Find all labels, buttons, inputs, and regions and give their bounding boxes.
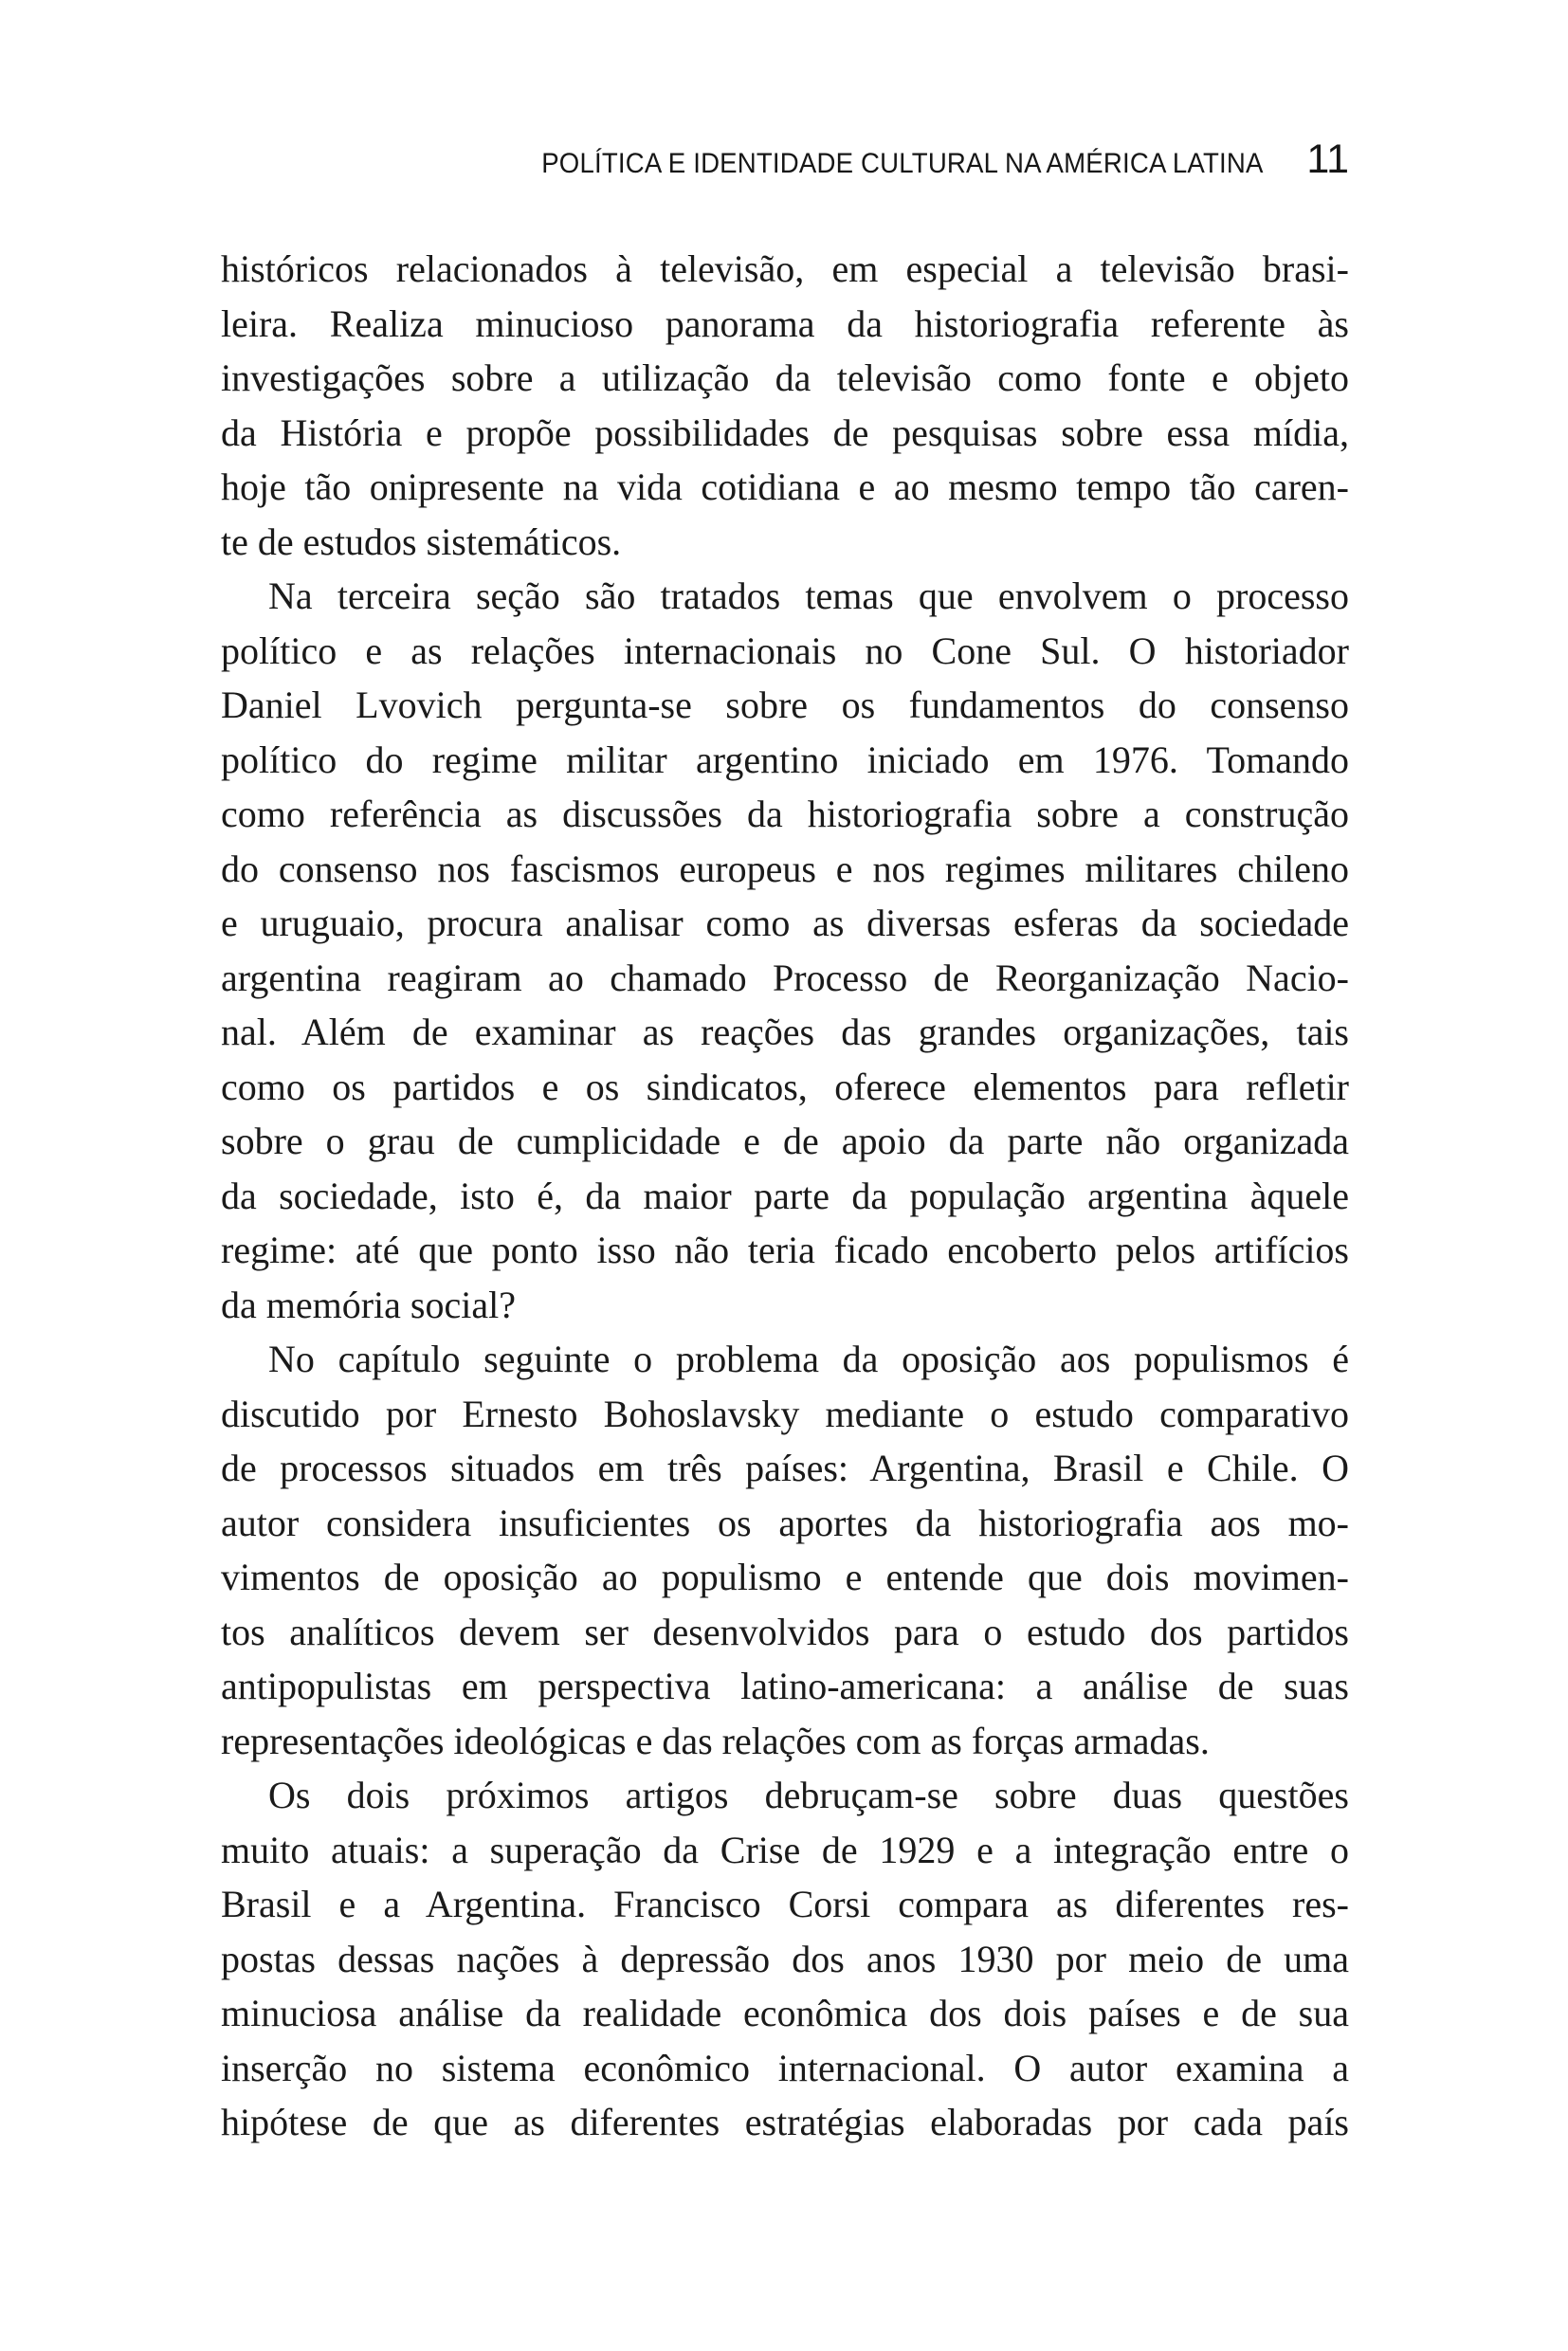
text-line: político do regime militar argentino iniciado em 1976. Tomando [221, 738, 1349, 781]
text-line: como os partidos e os sindicatos, oferece elementos para refletir [221, 1065, 1349, 1108]
page-number: 11 [1306, 137, 1349, 182]
text-line: minuciosa análise da realidade econômica dos dois países e de sua [221, 1992, 1349, 2034]
text-line: postas dessas nações à depressão dos anos 1930 por meio de uma [221, 1937, 1349, 1980]
text-line: de processos situados em três países: Argentina, Brasil e Chile. O [221, 1447, 1349, 1489]
text-line: e uruguaio, procura analisar como as diversas esferas da sociedade [221, 902, 1349, 944]
paragraph [221, 1768, 1349, 2150]
text-line: investigações sobre a utilização da televisão como fonte e objeto [221, 356, 1349, 399]
text-line: representações ideológicas e das relações com as forças armadas. [221, 1719, 1210, 1762]
text-line: do consenso nos fascismos europeus e nos regimes militares chileno [221, 847, 1349, 890]
running-header [221, 138, 1349, 185]
paragraph [221, 242, 1349, 569]
text-line: da sociedade, isto é, da maior parte da população argentina àquele [221, 1174, 1349, 1217]
text-line: Brasil e a Argentina. Francisco Corsi compara as diferentes res- [221, 1883, 1349, 1925]
text-line: discutido por Ernesto Bohoslavsky mediante o estudo comparativo [221, 1392, 1349, 1435]
text-line: te de estudos sistemáticos. [221, 519, 622, 563]
text-line: autor considera insuficientes os aportes da historiografia aos mo- [221, 1501, 1349, 1544]
paragraph [221, 1332, 1349, 1768]
text-line: como referência as discussões da historiografia sobre a construção [221, 793, 1349, 835]
text-line: nal. Além de examinar as reações das grandes organizações, tais [221, 1011, 1349, 1053]
text-line: regime: até que ponto isso não teria ficado encoberto pelos artifícios [221, 1229, 1349, 1271]
text-line: muito atuais: a superação da Crise de 1929 e a integração entre o [221, 1828, 1349, 1871]
text-line: tos analíticos devem ser desenvolvidos para o estudo dos partidos [221, 1610, 1349, 1653]
text-line: da memória social? [221, 1283, 516, 1326]
text-line: inserção no sistema econômico internacional. O autor examina a [221, 2046, 1349, 2089]
text-line: da História e propõe possibilidades de pesquisas sobre essa mídia, [221, 410, 1349, 454]
text-line: hoje tão onipresente na vida cotidiana e ao mesmo tempo tão caren- [221, 465, 1349, 508]
text-line: vimentos de oposição ao populismo e entende que dois movimen- [221, 1556, 1349, 1598]
text-line: Na terceira seção são tratados temas que envolvem o processo [268, 574, 1349, 617]
body-text [221, 242, 1349, 2150]
text-line: históricos relacionados à televisão, em especial a televisão brasi- [221, 247, 1349, 290]
text-block [221, 138, 1349, 2150]
text-line: leira. Realiza minucioso panorama da historiografia referente às [221, 301, 1349, 345]
text-line: hipótese de que as diferentes estratégias elaboradas por cada país [221, 2101, 1349, 2143]
text-line: antipopulistas em perspectiva latino-americana: a análise de suas [221, 1665, 1349, 1707]
text-line: político e as relações internacionais no Cone Sul. O historiador [221, 629, 1349, 672]
text-line: sobre o grau de cumplicidade e de apoio da parte não organizada [221, 1120, 1349, 1162]
text-line: No capítulo seguinte o problema da oposição aos populismos é [268, 1338, 1349, 1380]
text-line: Daniel Lvovich pergunta-se sobre os fundamentos do consenso [221, 683, 1349, 726]
running-header-title: POLÍTICA E IDENTIDADE CULTURAL NA AMÉRICA LATINA [540, 148, 1264, 179]
text-line: Os dois próximos artigos debruçam-se sobre duas questões [268, 1774, 1349, 1816]
text-line: argentina reagiram ao chamado Processo de Reorganização Nacio- [221, 956, 1349, 999]
paragraph [221, 569, 1349, 1332]
